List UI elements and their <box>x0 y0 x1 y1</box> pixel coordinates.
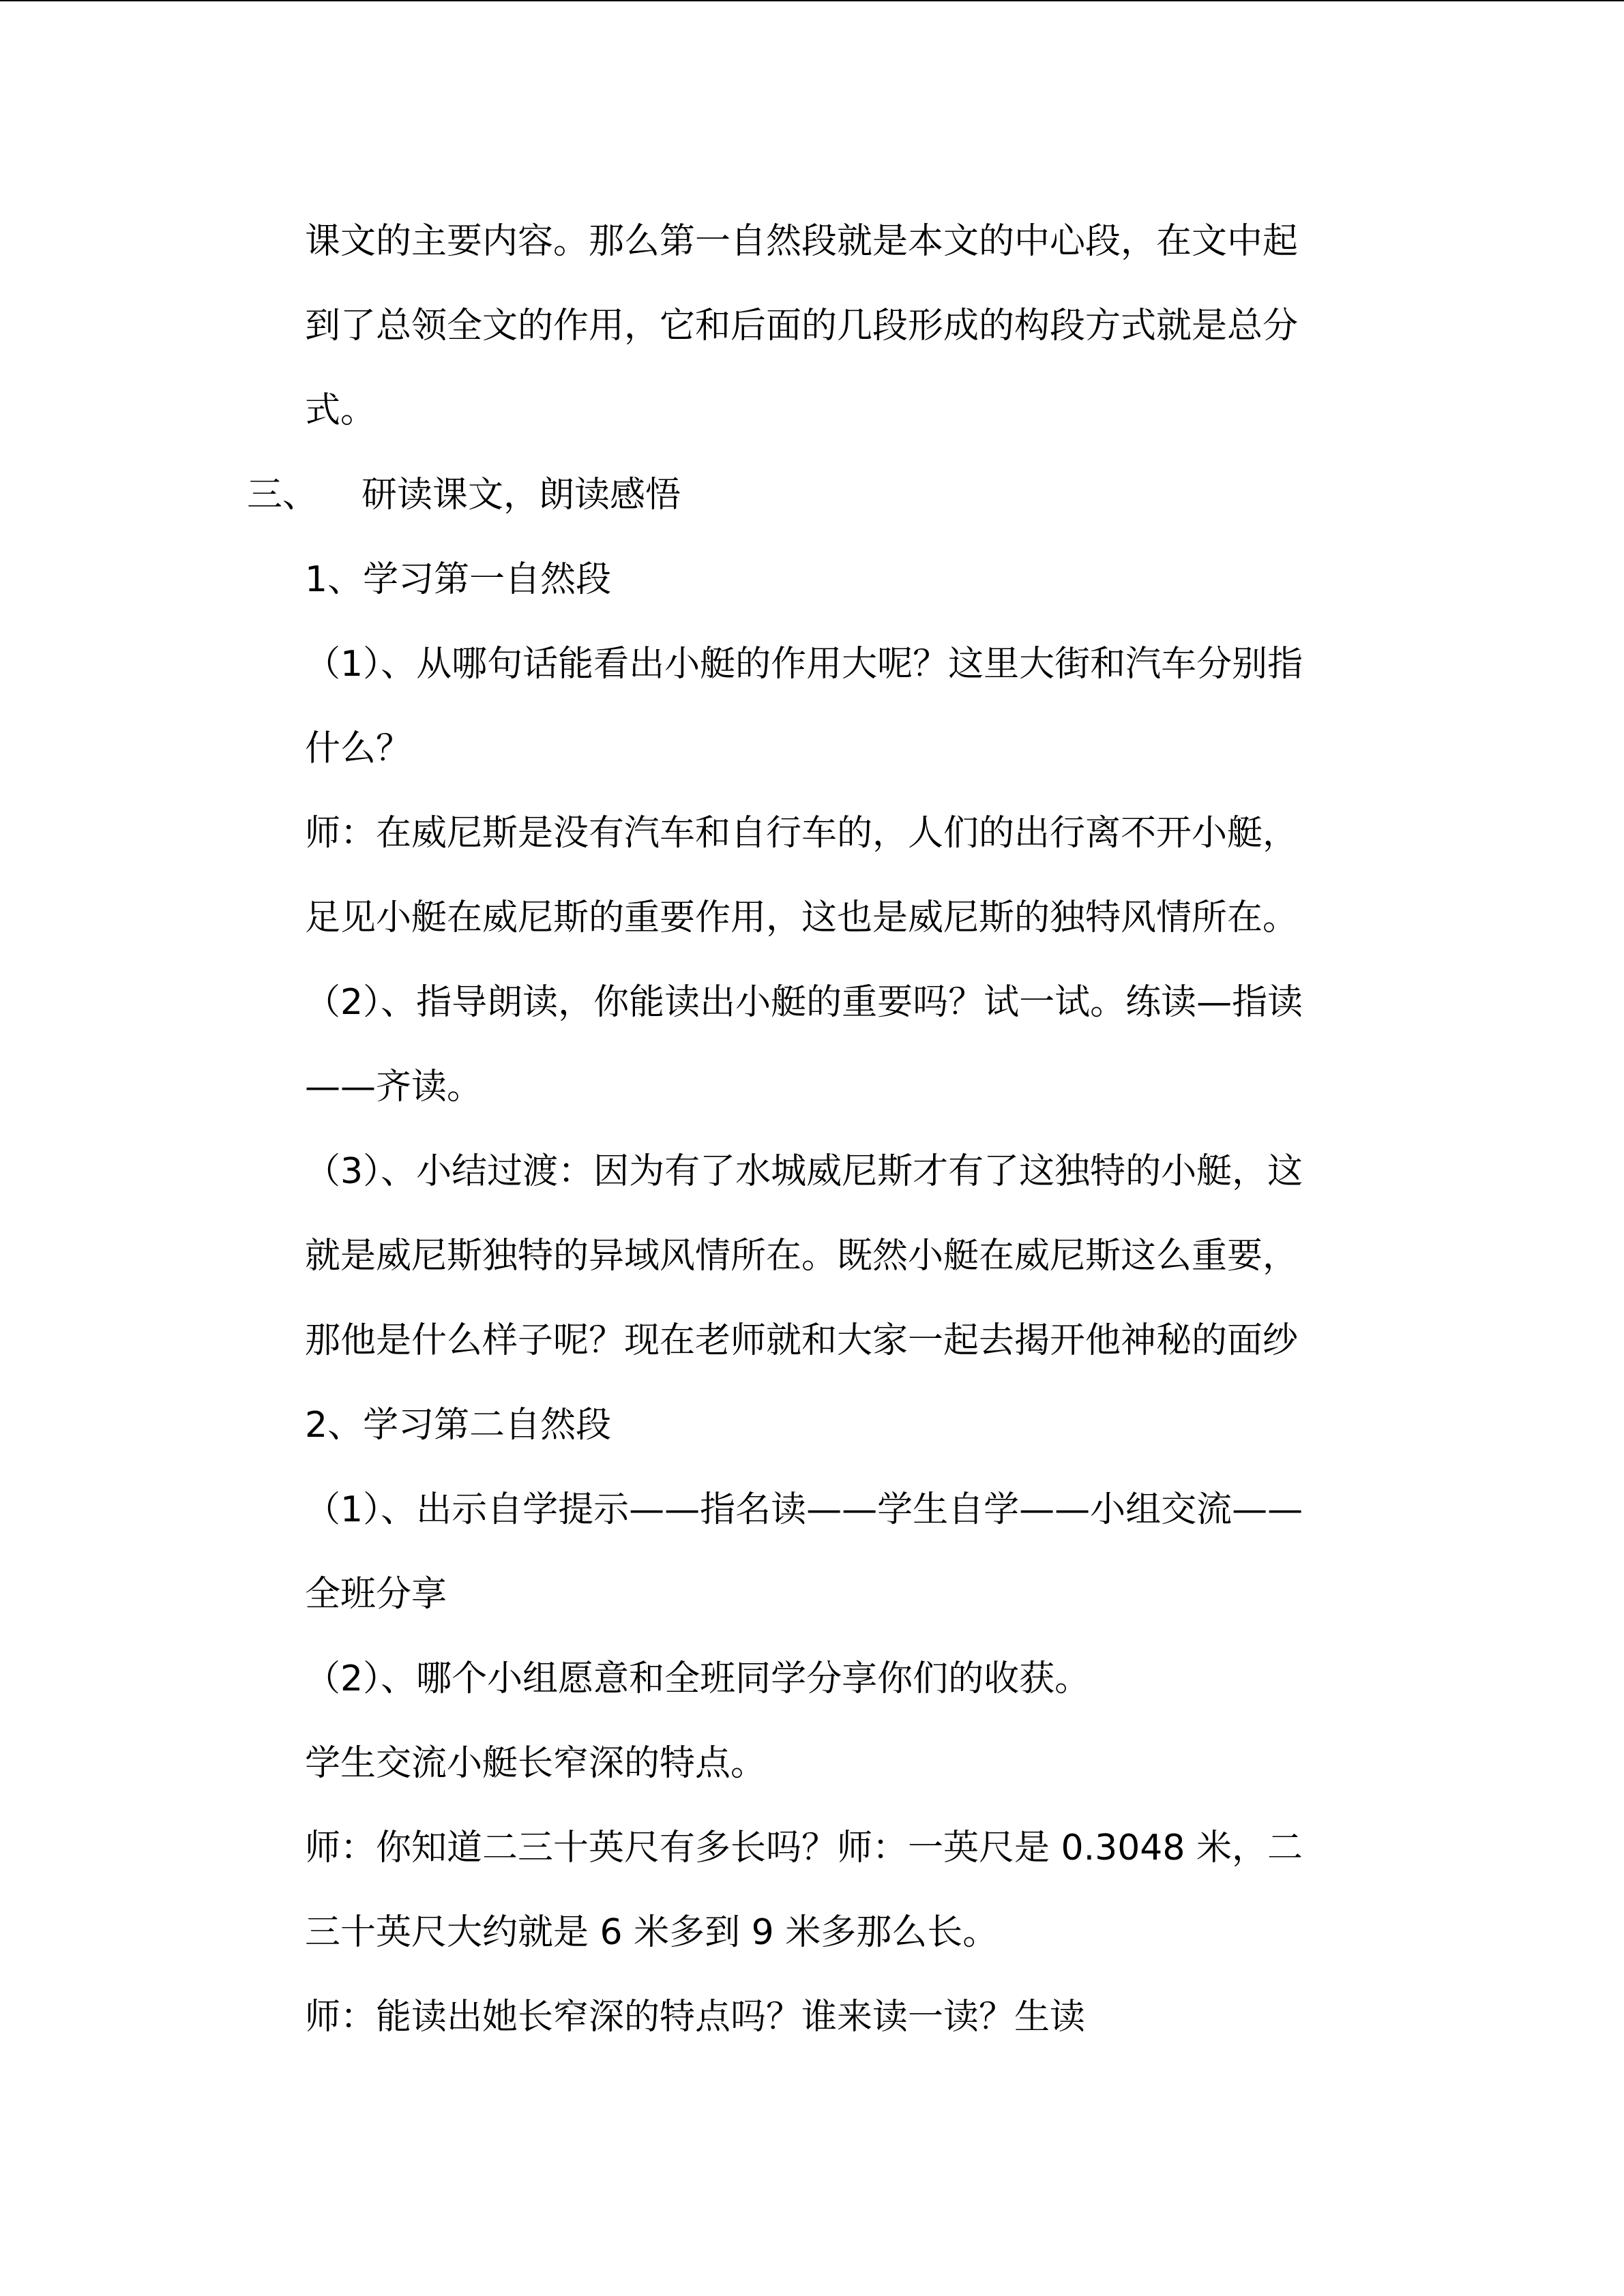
paragraph-line: 全班分享 <box>305 1574 447 1615</box>
paragraph-line: 师：在威尼斯是没有汽车和自行车的，人们的出行离不开小艇， <box>305 813 1299 854</box>
paragraph-line: 师：能读出她长窄深的特点吗？谁来读一读？生读 <box>305 1997 1086 2038</box>
paragraph-line: 课文的主要内容。那么第一自然段就是本文的中心段，在文中起 <box>305 221 1299 262</box>
paragraph-line: （1）、从哪句话能看出小艇的作用大呢？这里大街和汽车分别指 <box>305 644 1303 685</box>
paragraph-line: （1）、出示自学提示——指名读——学生自学——小组交流—— <box>305 1489 1303 1530</box>
paragraph-line: （2）、哪个小组愿意和全班同学分享你们的收获。 <box>305 1658 1091 1699</box>
paragraph-line: 学生交流小艇长窄深的特点。 <box>305 1743 767 1784</box>
paragraph-line: 就是威尼斯独特的异域风情所在。既然小艇在威尼斯这么重要， <box>305 1236 1299 1277</box>
paragraph-line: ——齐读。 <box>305 1067 483 1107</box>
paragraph-line: 到了总领全文的作用，它和后面的几段形成的构段方式就是总分 <box>305 305 1299 346</box>
paragraph-line: （3）、小结过渡：因为有了水城威尼斯才有了这独特的小艇，这 <box>305 1151 1303 1192</box>
paragraph-line: 师：你知道二三十英尺有多长吗？师：一英尺是 0.3048 米，二 <box>305 1828 1303 1868</box>
paragraph-line: 式。 <box>305 390 377 431</box>
subsection-heading: 2、学习第二自然段 <box>305 1405 612 1446</box>
paragraph-line: 什么？ <box>305 728 412 769</box>
paragraph-line: 三十英尺大约就是 6 米多到 9 米多那么长。 <box>305 1912 999 1953</box>
paragraph-line: 那他是什么样子呢？现在老师就和大家一起去揭开他神秘的面纱 <box>305 1320 1299 1361</box>
paragraph-line: 足见小艇在威尼斯的重要作用，这也是威尼斯的独特风情所在。 <box>305 897 1299 938</box>
section-number: 三、 <box>247 475 319 516</box>
paragraph-line: （2）、指导朗读，你能读出小艇的重要吗？试一试。练读—指读 <box>305 982 1303 1023</box>
subsection-heading: 1、学习第一自然段 <box>305 559 612 600</box>
section-title: 研读课文，朗读感悟 <box>361 475 681 516</box>
